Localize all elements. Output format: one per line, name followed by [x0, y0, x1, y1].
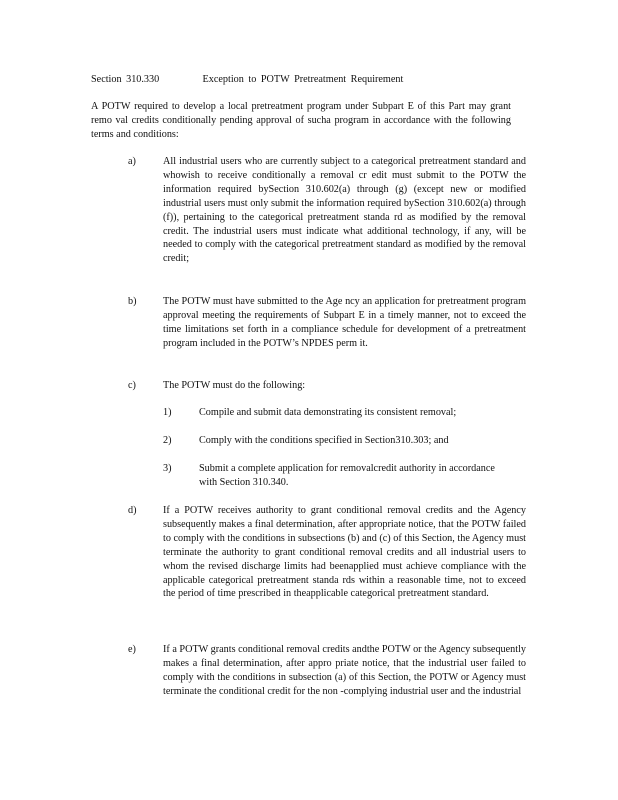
subsection-c — [91, 379, 526, 393]
subitem-text: Submit a complete application for removalcredit authority in accordance with Section 310.340. — [199, 463, 495, 488]
subsection-a — [91, 155, 526, 266]
subsection-d — [91, 504, 526, 601]
subsection-text: If a POTW grants conditional removal credits andthe POTW or the Agency subsequently makes a final determination, after appro priate notice, that the industrial user failed to comply with the conditions in subsection (a) of this Section, the POTW or Agency must terminate the conditional credit for the non -complying industrial user and the industrial — [163, 644, 526, 697]
subsection-label: d) — [128, 505, 137, 516]
intro-paragraph: A POTW required to develop a local pretreatment program under Subpart E of this Part may grant remo val credits conditionally pending approval of sucha program in accordance with the following terms and conditions: — [91, 101, 511, 140]
subsection-label: a) — [128, 156, 136, 167]
subsection-label: e) — [128, 644, 136, 655]
subitem-2 — [163, 434, 503, 448]
subsection-label: b) — [128, 296, 137, 307]
subsection-text: The POTW must do the following: — [163, 380, 306, 391]
subitem-text: Compile and submit data demonstrating its consistent removal; — [199, 407, 457, 418]
subitem-label: 3) — [163, 463, 172, 474]
subsection-b — [91, 295, 526, 351]
section-title: Exception to POTW Pretreatment Requirement — [202, 74, 404, 85]
subitem-1 — [163, 406, 503, 420]
section-heading — [91, 73, 403, 87]
section-number: Section 310.330 — [91, 74, 160, 85]
subitem-3 — [163, 462, 503, 490]
subitem-text: Comply with the conditions specified in Section310.303; and — [199, 435, 449, 446]
subsection-label: c) — [128, 380, 136, 391]
subitem-label: 2) — [163, 435, 172, 446]
subsection-e — [91, 643, 526, 699]
subsection-text: All industrial users who are currently subject to a categorical pretreatment standard and whowish to receive conditionally a removal cr edit must submit to the POTW the information required bySection 310.602(a) through (g) (except new or modified industrial users must only submit the information required bySection 310.602(a) through (f)), pertaining to the categorical pretreatment standa rd as modified by the removal credit. The industrial users must indicate what additional technology, if any, will be needed to comply with the categorical pretreatment standard as modified by the removal credit; — [163, 156, 526, 265]
subsection-text: If a POTW receives authority to grant conditional removal credits and the Agency subsequently makes a final determination, after appropriate notice, that the POTW failed to comply with the conditions in subsections (b) and (c) of this Section, the Agency must terminate the authority to grant conditional removal credits and all industrial users to whom the revised discharge limits had beenapplied must achieve compliance with the applicable categorical pretreatment standa rds within a reasonable time, not to exceed the period of time prescribed in theapplicable categorical pretreatment standard. — [163, 505, 526, 600]
subitem-label: 1) — [163, 407, 172, 418]
subsection-text: The POTW must have submitted to the Age ncy an application for pretreatment program approval meeting the requirements of Subpart E in a timely manner, not to exceed the time limitations set forth in a compliance schedule for development of a pretreatment program included in the POTW’s NPDES perm it. — [163, 296, 526, 349]
